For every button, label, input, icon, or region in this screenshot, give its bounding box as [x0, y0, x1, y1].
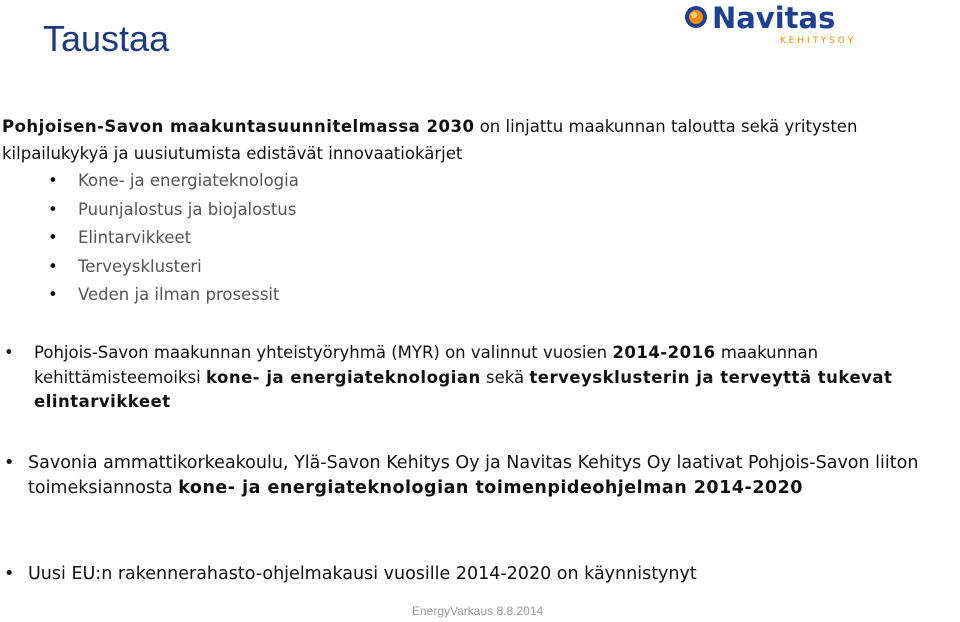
para1-text: sekä: [480, 367, 530, 387]
para1-text: Pohjois-Savon maakunnan yhteistyöryhmä (MYR) on valinnut vuosien: [34, 343, 613, 362]
list-item: • Terveysklusteri: [48, 253, 299, 282]
para1-theme: kone- ja energiateknologian: [205, 367, 481, 387]
para3-text: Uusi EU:n rakennerahasto-ohjelmakausi vuosille 2014-2020 on käynnistynyt: [28, 564, 697, 584]
logo-tagline: K E H I T Y S O Y: [780, 36, 854, 46]
bullet-icon: •: [4, 453, 15, 473]
list-item: • Kone- ja energiateknologia: [48, 167, 299, 196]
intro-rest: on linjattu maakunnan taloutta sekä yritysten kilpailukykyä ja uusiutumista edistävät innovaatiokärjet: [2, 117, 858, 163]
para1-years: 2014-2016: [612, 343, 716, 362]
list-item: • Veden ja ilman prosessit: [48, 281, 299, 310]
intro-paragraph: [2, 113, 952, 167]
focus-area-list: [48, 167, 299, 310]
logo-name: Navitas: [712, 1, 836, 35]
program-paragraph: [4, 451, 960, 501]
list-item: • Puunjalostus ja biojalostus: [48, 196, 299, 225]
para1-text: maakunnan kehittämisteemoiksi: [34, 343, 819, 387]
myr-paragraph: [4, 341, 960, 415]
eu-paragraph: [4, 562, 960, 587]
bullet-icon: •: [4, 343, 14, 362]
slide-title: Taustaa: [43, 18, 170, 59]
bullet-icon: •: [4, 564, 15, 584]
footer-text: EnergyVarkaus 8.8.2014: [412, 604, 544, 618]
para1-theme: terveysklusterin ja terveyttä tukevat elintarvikkeet: [34, 367, 893, 411]
list-item: • Elintarvikkeet: [48, 224, 299, 253]
para2-program: kone- ja energiateknologian toimenpideohjelman 2014-2020: [178, 478, 803, 498]
intro-bold: Pohjoisen-Savon maakuntasuunnitelmassa 2030: [2, 117, 475, 136]
para2-text: Savonia ammattikorkeakoulu, Ylä-Savon Kehitys Oy ja Navitas Kehitys Oy laativat Pohjois-Savon liiton toimeksiannosta: [28, 453, 919, 498]
navitas-logo: [682, 0, 892, 48]
